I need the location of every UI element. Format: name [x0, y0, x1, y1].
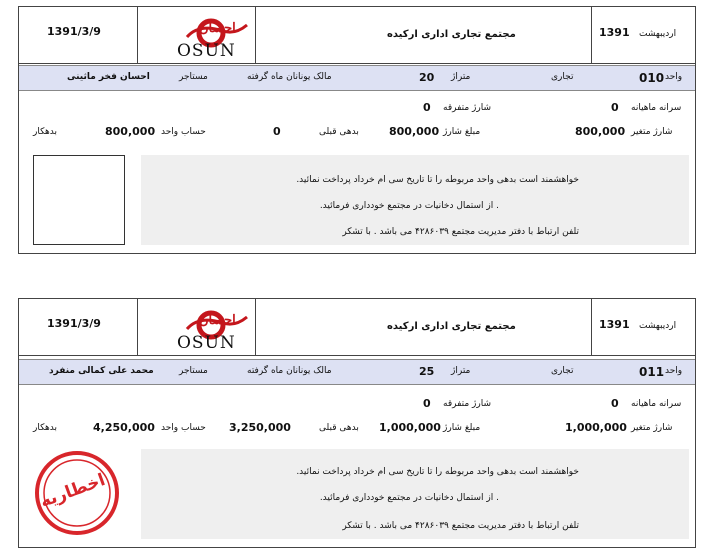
per-capita-label: سرانه ماهیانه: [631, 103, 682, 113]
unit-label: واحد: [665, 366, 683, 376]
notice-line-2: . از استمال دخانیات در مجتمع خودداری فرمائید.: [319, 493, 499, 503]
receipt-card-1: [18, 6, 696, 254]
unit-number: 010: [639, 71, 665, 85]
account-value: 4,250,000: [93, 421, 155, 434]
unit-type: تجاری: [551, 366, 574, 376]
month-text: اردیبهشت: [639, 321, 677, 331]
notice-line-2: . از استمال دخانیات در مجتمع خودداری فرمائید.: [319, 201, 499, 211]
year-text: 1391: [599, 318, 630, 331]
osun-logo: [169, 303, 259, 351]
area-value: 25: [419, 365, 435, 378]
logo-wordmark: OSUN: [177, 41, 236, 61]
unit-info-band: [19, 359, 695, 385]
prev-debt-label: بدهی قبلی: [319, 423, 359, 433]
status-text: بدهکار: [33, 127, 58, 137]
warning-stamp: [33, 449, 121, 537]
owner-label: مالک یونانان ماه گرفته: [247, 366, 332, 376]
receipt-card-2: [18, 298, 696, 548]
misc-charge-value: 0: [423, 397, 431, 410]
charge-amount-value: 1,000,000: [379, 421, 441, 434]
per-capita-value: 0: [611, 397, 619, 410]
tenant-name: احسان فخر ماثینی: [67, 72, 150, 82]
per-capita-value: 0: [611, 101, 619, 114]
prev-debt-value: 3,250,000: [229, 421, 291, 434]
receipt-header: [19, 7, 695, 64]
tenant-label: مستاجر: [179, 366, 208, 376]
month-text: اردیبهشت: [639, 29, 677, 39]
tenant-name: محمد علی کمالی منفرد: [49, 366, 154, 376]
tenant-label: مستاجر: [179, 72, 208, 82]
date-text: 1391/3/9: [47, 317, 101, 330]
unit-type: تجاری: [551, 72, 574, 82]
status-text: بدهکار: [33, 423, 58, 433]
stamp-text: اخطاریه: [37, 470, 108, 512]
prev-debt-value: 0: [273, 125, 281, 138]
complex-name: مجتمع تجاری اداری ارکیده: [387, 321, 516, 332]
charge-amount-label: مبلغ شارژ: [443, 127, 481, 137]
variable-charge-label: شارژ متغیر: [631, 423, 673, 433]
logo-script: احسان: [199, 313, 236, 328]
owner-label: مالک یونانان ماه گرفته: [247, 72, 332, 82]
unit-info-band: [19, 65, 695, 91]
notice-line-1: خواهشمند است بدهی واحد مربوطه را تا تاریخ سی ام خرداد پرداخت نمائید.: [296, 175, 579, 185]
variable-charge-value: 1,000,000: [565, 421, 627, 434]
account-label: حساب واحد: [161, 127, 206, 137]
logo-wordmark: OSUN: [177, 333, 236, 353]
year-text: 1391: [599, 26, 630, 39]
misc-charge-label: شارژ متفرقه: [443, 399, 492, 409]
date-text: 1391/3/9: [47, 25, 101, 38]
complex-name: مجتمع تجاری اداری ارکیده: [387, 29, 516, 40]
account-label: حساب واحد: [161, 423, 206, 433]
logo-script: احسان: [199, 21, 236, 36]
variable-charge-value: 800,000: [575, 125, 626, 138]
misc-charge-value: 0: [423, 101, 431, 114]
notice-line-3: تلفن ارتباط با دفتر مدیریت مجتمع ۴۲۸۶۰۳۹ می باشد . با تشکر: [342, 521, 579, 531]
notice-box: [141, 449, 689, 539]
prev-debt-label: بدهی قبلی: [319, 127, 359, 137]
unit-label: واحد: [665, 72, 683, 82]
per-capita-label: سرانه ماهیانه: [631, 399, 682, 409]
misc-charge-label: شارژ متفرقه: [443, 103, 492, 113]
charge-amount-label: مبلغ شارژ: [443, 423, 481, 433]
area-label: متراژ: [451, 72, 471, 82]
unit-number: 011: [639, 365, 665, 379]
stamp-area-empty: [33, 155, 125, 245]
area-label: متراژ: [451, 366, 471, 376]
area-value: 20: [419, 71, 435, 84]
account-value: 800,000: [105, 125, 156, 138]
osun-logo: [169, 11, 259, 59]
variable-charge-label: شارژ متغیر: [631, 127, 673, 137]
notice-line-1: خواهشمند است بدهی واحد مربوطه را تا تاریخ سی ام خرداد پرداخت نمائید.: [296, 467, 579, 477]
notice-line-3: تلفن ارتباط با دفتر مدیریت مجتمع ۴۲۸۶۰۳۹ می باشد . با تشکر: [342, 227, 579, 237]
receipt-header: [19, 299, 695, 356]
charge-amount-value: 800,000: [389, 125, 440, 138]
notice-box: [141, 155, 689, 245]
